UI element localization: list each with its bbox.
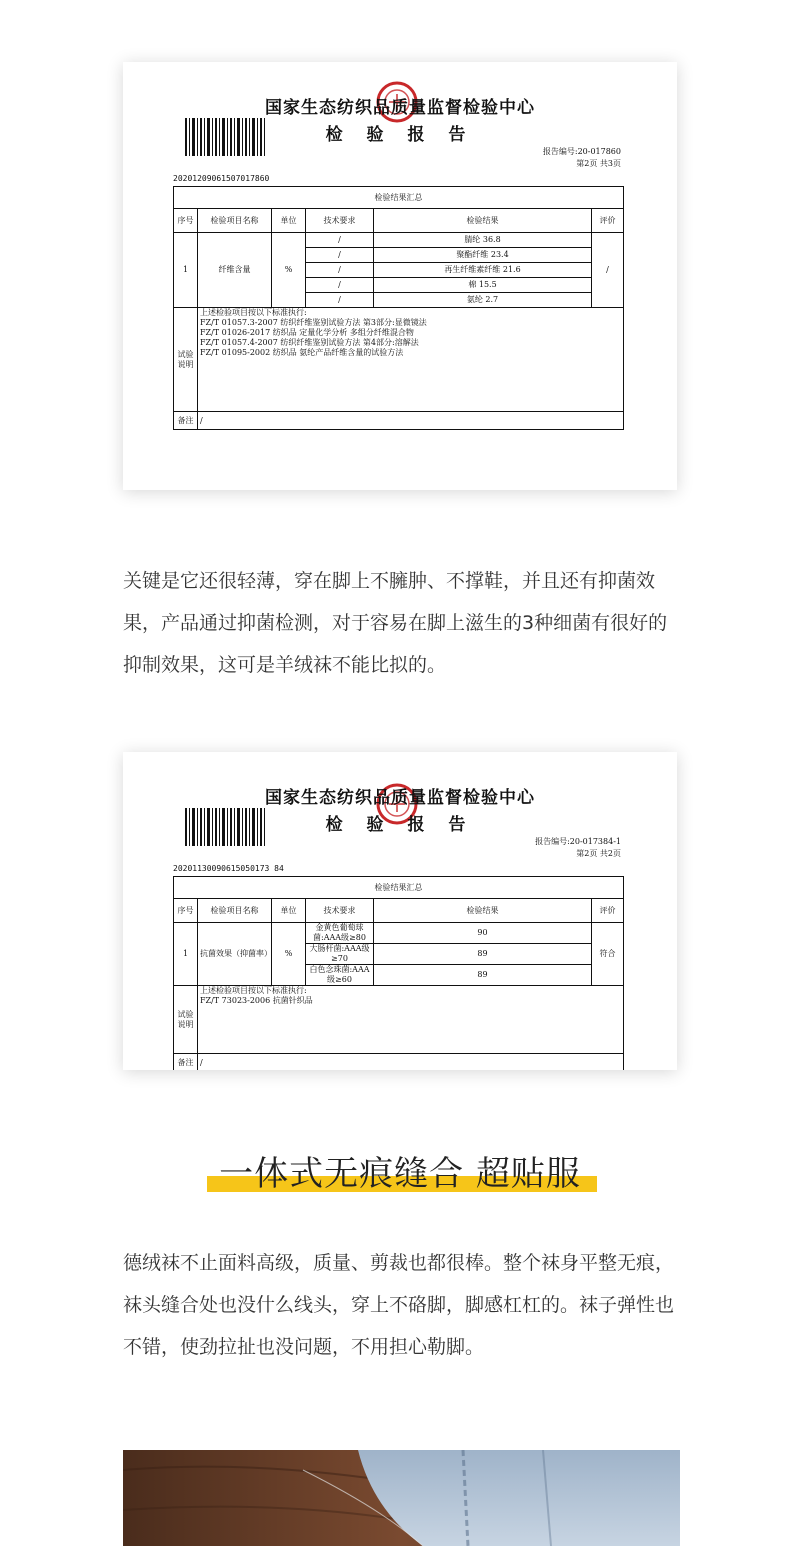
col-header: 检验项目名称: [198, 899, 272, 923]
method-label: 试验 说明: [174, 308, 198, 412]
evaluation: /: [592, 233, 624, 308]
result-cell: 再生纤维素纤维 21.6: [374, 263, 592, 278]
report-card-2: [123, 752, 677, 1070]
section-heading: [0, 1146, 800, 1196]
method-label: 试验 说明: [174, 986, 198, 1054]
col-header: 评价: [592, 209, 624, 233]
requirement-cell: 金黄色葡萄球菌:AAA级≥80: [306, 923, 374, 944]
requirement-cell: 白色念珠菌:AAA级≥60: [306, 965, 374, 986]
requirement-cell: /: [306, 293, 374, 308]
description-paragraph-2: 德绒袜不止面料高级，质量、剪裁也都很棒。整个袜身平整无痕，袜头缝合处也没什么线头，穿上不硌脚，脚感杠杠的。袜子弹性也不错，使劲拉扯也没问题，不用担心勒脚。: [123, 1252, 675, 1358]
method-line: FZ/T 73023-2006 抗菌针织品: [200, 996, 313, 1005]
remark-value: /: [198, 412, 624, 430]
unit: %: [272, 923, 306, 986]
remark-label: 备注: [174, 1054, 198, 1071]
col-header: 检验项目名称: [198, 209, 272, 233]
barcode-icon: [185, 808, 265, 846]
results-table: [173, 186, 624, 430]
col-header: 单位: [272, 209, 306, 233]
summary-header: 检验结果汇总: [174, 187, 624, 209]
photo-image: [123, 1450, 680, 1546]
requirement-cell: /: [306, 278, 374, 293]
method-line: FZ/T 01057.4-2007 纺织纤维鉴别试验方法 第4部分:溶解法: [200, 338, 419, 347]
report-number: 报告编号:20-017384-1: [535, 837, 621, 846]
heading-text: 一体式无痕缝合 超贴服: [219, 1154, 581, 1194]
col-header: 检验结果: [374, 209, 592, 233]
summary-header: 检验结果汇总: [174, 877, 624, 899]
col-header: 评价: [592, 899, 624, 923]
evaluation: 符合: [592, 923, 624, 986]
method-line: FZ/T 01057.3-2007 纺织纤维鉴别试验方法 第3部分:显微镜法: [200, 318, 427, 327]
report-title: 国家生态纺织品质量监督检验中心: [265, 788, 535, 808]
requirement-cell: 大肠杆菌:AAA级≥70: [306, 944, 374, 965]
page-info: 第2页 共2页: [576, 849, 621, 858]
report-meta: [535, 836, 621, 860]
results-table: [173, 876, 624, 1070]
method-line: 上述检验项目按以下标准执行:: [200, 986, 307, 995]
method-line: 上述检验项目按以下标准执行:: [200, 308, 307, 317]
product-photo: [123, 1450, 680, 1546]
requirement-cell: /: [306, 248, 374, 263]
col-header: 检验结果: [374, 899, 592, 923]
page-info: 第2页 共3页: [576, 159, 621, 168]
unit: %: [272, 233, 306, 308]
col-header: 序号: [174, 899, 198, 923]
result-cell: 棉 15.5: [374, 278, 592, 293]
remark-value: /: [198, 1054, 624, 1071]
result-cell: 90: [374, 923, 592, 944]
item-name: 纤维含量: [198, 233, 272, 308]
method-line: FZ/T 01026-2017 纺织品 定量化学分析 多组分纤维混合物: [200, 328, 414, 337]
report-subtitle: 检 验 报 告: [325, 815, 475, 835]
report-subtitle: 检 验 报 告: [325, 125, 475, 145]
method-line: FZ/T 01095-2002 纺织品 氨纶产品纤维含量的试验方法: [200, 348, 404, 357]
report-meta: [543, 146, 621, 170]
result-cell: 腈纶 36.8: [374, 233, 592, 248]
row-index: 1: [174, 233, 198, 308]
row-index: 1: [174, 923, 198, 986]
result-cell: 89: [374, 944, 592, 965]
result-cell: 氨纶 2.7: [374, 293, 592, 308]
result-cell: 89: [374, 965, 592, 986]
col-header: 序号: [174, 209, 198, 233]
report-card-1: [123, 62, 677, 490]
col-header: 技术要求: [306, 209, 374, 233]
report-serial: 20201130090615050173 84: [173, 864, 284, 873]
report-number: 报告编号:20-017860: [542, 147, 621, 156]
requirement-cell: /: [306, 263, 374, 278]
col-header: 单位: [272, 899, 306, 923]
item-name: 抗菌效果（抑菌率）: [198, 923, 272, 986]
result-cell: 聚酯纤维 23.4: [374, 248, 592, 263]
description-paragraph-1: 关键是它还很轻薄，穿在脚上不臃肿、不撑鞋，并且还有抑菌效果，产品通过抑菌检测，对于容易在脚上滋生的3种细菌有很好的抑制效果，这可是羊绒袜不能比拟的。: [123, 570, 668, 676]
col-header: 技术要求: [306, 899, 374, 923]
report-serial: 20201209061507017860: [173, 174, 270, 183]
method-text: [198, 308, 624, 412]
requirement-cell: /: [306, 233, 374, 248]
remark-label: 备注: [174, 412, 198, 430]
report-document-2: [123, 752, 677, 1070]
report-document-1: [123, 62, 677, 490]
barcode-icon: [185, 118, 265, 156]
report-title: 国家生态纺织品质量监督检验中心: [265, 98, 535, 118]
method-text: [198, 986, 624, 1054]
